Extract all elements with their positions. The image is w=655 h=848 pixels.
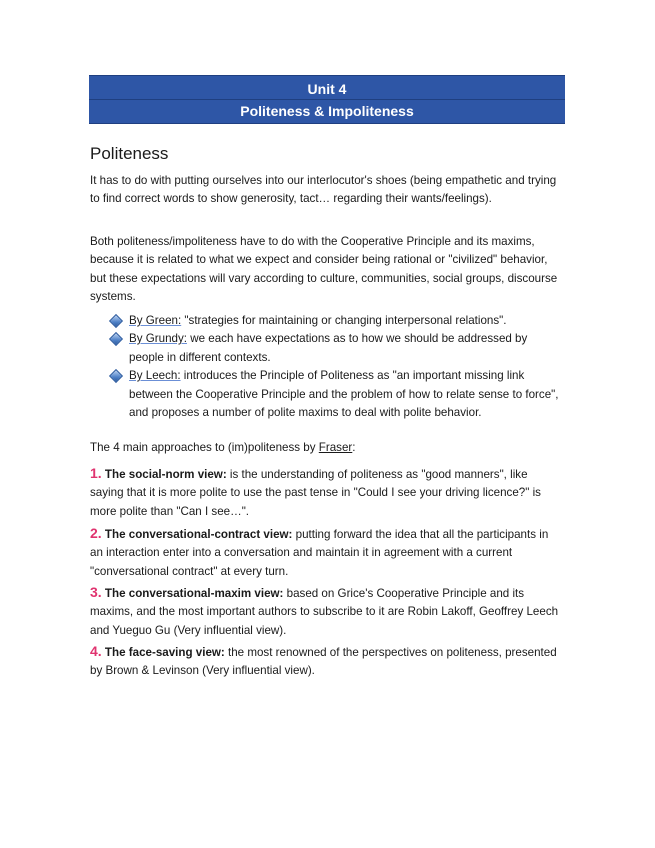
approach-item — [90, 583, 560, 640]
definition-text: "strategies for maintaining or changing interpersonal relations". — [181, 314, 507, 327]
title-banner — [89, 75, 565, 124]
approach-item — [90, 464, 560, 521]
approach-description: is the understanding of politeness as "good manners", like saying that it is more polite to use the past tense in "Could I see your driving licence?" is more polite than "Can I see…". — [90, 468, 541, 518]
banner-divider — [89, 99, 565, 100]
unit-title: Politeness & Impoliteness — [240, 103, 414, 119]
section-heading: Politeness — [90, 144, 169, 163]
intro-paragraph: It has to do with putting ourselves into our interlocutor's shoes (being empathetic and trying to find correct words to show generosity, tact… regarding their wants/feelings). — [90, 174, 557, 206]
approaches-intro — [90, 439, 560, 457]
definitions-list — [108, 312, 563, 422]
list-item — [108, 330, 563, 367]
definition-text: introduces the Principle of Politeness as "an important missing link between the Cooperative Principle and the problem of how to relate sense to force", and proposes a number of polite maxims to deal with polite behavior. — [129, 369, 559, 420]
approaches-colon: : — [352, 441, 356, 454]
approach-term: The face-saving view: — [104, 646, 225, 659]
author-green: By Green: — [129, 314, 182, 327]
diamond-bullet-icon — [109, 369, 123, 383]
approach-term: The conversational-maxim view: — [104, 587, 284, 600]
approaches-intro-text: The 4 main approaches to (im)politeness by — [90, 441, 319, 454]
cooperative-paragraph: Both politeness/impoliteness have to do with the Cooperative Principle and its maxims, because it is related to what we expect and consider being rational or "civilized" behavior, but these expectations will vary according to culture, communities, social groups, discourse systems. — [90, 235, 558, 304]
author-fraser: Fraser — [318, 441, 353, 454]
approach-term: The social-norm view: — [104, 468, 227, 481]
approach-item — [90, 524, 560, 581]
approach-item — [90, 642, 560, 681]
list-item — [108, 367, 563, 422]
approach-description: putting forward the idea that all the participants in an interaction enter into a conversation and maintain it in agreement with a current "conversational contract" at every turn. — [90, 528, 549, 578]
approach-number: 1. — [90, 465, 102, 481]
approach-description: the most renowned of the perspectives on politeness, presented by Brown & Levinson (Very influential view). — [90, 646, 557, 678]
definition-text: we each have expectations as to how we should be addressed by people in different contexts. — [129, 332, 528, 364]
approach-term: The conversational-contract view: — [104, 528, 293, 541]
diamond-bullet-icon — [109, 332, 123, 346]
diamond-bullet-icon — [109, 314, 123, 328]
author-leech: By Leech: — [129, 369, 181, 383]
approach-description: based on Grice's Cooperative Principle and its maxims, and the most important authors to subscribe to it are Robin Lakoff, Geoffrey Leech and Yueguo Gu (Very influential view). — [90, 587, 559, 637]
unit-label: Unit 4 — [307, 81, 347, 97]
approach-number: 4. — [90, 643, 102, 659]
approach-number: 3. — [90, 584, 102, 600]
approach-number: 2. — [90, 525, 102, 541]
author-grundy: By Grundy: — [129, 332, 187, 346]
list-item — [108, 312, 563, 330]
